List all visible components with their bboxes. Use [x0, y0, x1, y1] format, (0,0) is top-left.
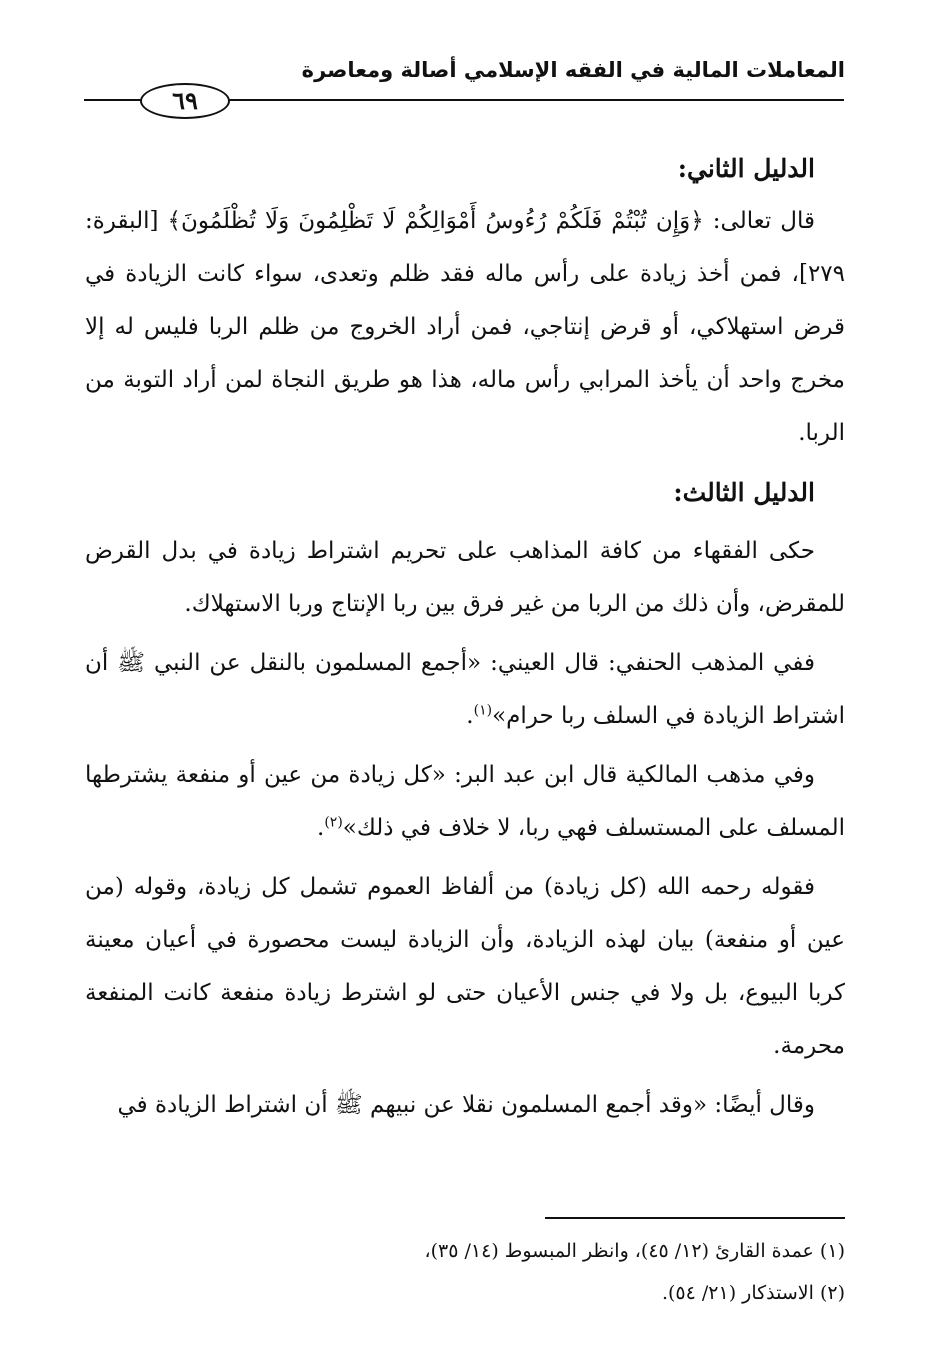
running-title: المعاملات المالية في الفقه الإسلامي أصالة ومعاصرة: [301, 58, 845, 82]
hanafi-end: .: [466, 703, 474, 729]
paragraph-verse: [85, 195, 845, 460]
verse-intro: قال تعالى:: [703, 208, 815, 234]
paragraph-consensus: حكى الفقهاء من كافة المذاهب على تحريم اشتراط زيادة في بدل القرض للمقرض، وأن ذلك من الربا من غير فرق بين ربا الإنتاج وربا الاستهلاك.: [85, 538, 845, 617]
page-number: ٦٩: [140, 83, 230, 119]
footnote-1: (١) عمدة القارئ (١٢/ ٤٥)، وانظر المبسوط (١٤/ ٣٥)،: [424, 1240, 845, 1262]
footnotes: [85, 1230, 845, 1314]
footnote-2: (٢) الاستذكار (٢١/ ٥٤).: [661, 1282, 845, 1304]
paragraph-hanafi: [85, 637, 845, 743]
heading-second-evidence: الدليل الثاني:: [677, 154, 815, 183]
heading-third-evidence: الدليل الثالث:: [673, 478, 815, 507]
footnote-rule: [545, 1217, 845, 1219]
paragraph-explanation: فقوله رحمه الله (كل زيادة) من ألفاظ العموم تشمل كل زيادة، وقوله (من عين أو منفعة) بيان لهذه الزيادة، وأن الزيادة ليست محصورة في أعيان معينة كربا البيوع، بل ولا في جنس الأعيان حتى لو اشترط زيادة منفعة كانت المنفعة محرمة.: [85, 874, 845, 1059]
quran-verse: ﴿وَإِن تُبْتُمْ فَلَكُمْ رُءُوسُ أَمْوَالِكُمْ لَا تَظْلِمُونَ وَلَا تُظْلَمُونَ﴾: [167, 208, 704, 234]
footnote-ref-2[interactable]: (٢): [324, 814, 343, 831]
footnote-ref-1[interactable]: (١): [473, 702, 493, 719]
hanafi-quote: ففي المذهب الحنفي: قال العيني: «أجمع المسلمون بالنقل عن النبي ﷺ أن اشتراط الزيادة في السلف ربا حرام»: [85, 650, 845, 729]
paragraph-maliki: [85, 749, 845, 855]
maliki-quote: وفي مذهب المالكية قال ابن عبد البر: «كل زيادة من عين أو منفعة يشترطها المسلف على المستسلف فهي ربا، لا خلاف في ذلك»: [85, 762, 845, 841]
paragraph-continued: وقال أيضًا: «وقد أجمع المسلمون نقلا عن نبيهم ﷺ أن اشتراط الزيادة في: [117, 1092, 815, 1118]
maliki-end: .: [317, 815, 325, 841]
main-text: [85, 142, 845, 1132]
verse-commentary: [البقرة: ٢٧٩]، فمن أخذ زيادة على رأس ماله فقد ظلم وتعدى، سواء كانت الزيادة في قرض استهلاكي، أو قرض إنتاجي، فمن أراد الخروج من ظلم الربا فليس له إلا مخرج واحد أن يأخذ المرابي رأس ماله، هذا هو طريق النجاة لمن أراد التوبة من الربا.: [85, 208, 846, 446]
